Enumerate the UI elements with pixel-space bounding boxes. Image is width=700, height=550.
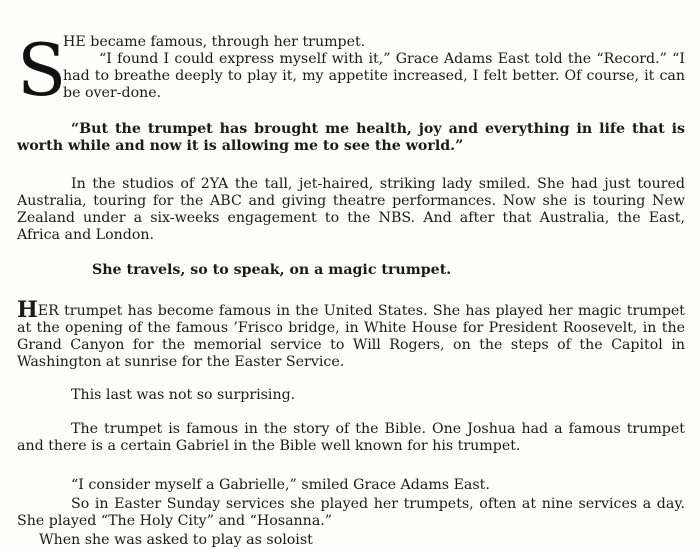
subheading: She travels, so to speak, on a magic trumpet. xyxy=(92,262,452,278)
paragraph-united-states-text: ER trumpet has become famous in the United States. She has played her magic trumpet at the opening of the famous ’Frisco bridge, in White House for President Roosevelt, in the Grand Canyon for the memorial service to Will Rogers, on the steps of the Capitol in Washington at sunrise for the Easter Service. xyxy=(17,303,685,370)
pull-quote: “But the trumpet has brought me health, joy and everything in life that is worth while and now it is allowing me to see the world.” xyxy=(17,121,685,154)
drop-cap-letter: S xyxy=(17,28,67,112)
opening-paragraph xyxy=(17,28,685,112)
opening-quote-text: “I found I could express myself with it,” Grace Adams East told the “Record.” “I had to breathe deeply to play it, my appetite increased, I felt better. Of course, it can be over-done. xyxy=(63,51,685,101)
initial-cap-letter: H xyxy=(17,297,38,323)
opening-first-line: HE became famous, through her trumpet. xyxy=(63,34,366,50)
paragraph-gabrielle: “I consider myself a Gabrielle,” smiled Grace Adams East. xyxy=(71,477,490,493)
paragraph-studios: In the studios of 2YA the tall, jet-haired, striking lady smiled. She had just toured Australia, touring for the ABC and giving theatre performances. Now she is touring New Zealand under a six-weeks engagement to the NBS. And after that Australia, the East, Africa and London. xyxy=(17,176,685,243)
paragraph-easter-services: So in Easter Sunday services she played her trumpets, often at nine services a day. She played “The Holy City” and “Hosanna.” xyxy=(17,496,685,529)
opening-paragraph-text xyxy=(63,34,685,102)
paragraph-united-states xyxy=(17,297,685,371)
paragraph-soloist: When she was asked to play as soloist xyxy=(39,532,313,548)
paragraph-bible: The trumpet is famous in the story of the Bible. One Joshua had a famous trumpet and there is a certain Gabriel in the Bible well known for his trumpet. xyxy=(17,421,685,454)
paragraph-not-surprising: This last was not so surprising. xyxy=(71,387,296,403)
